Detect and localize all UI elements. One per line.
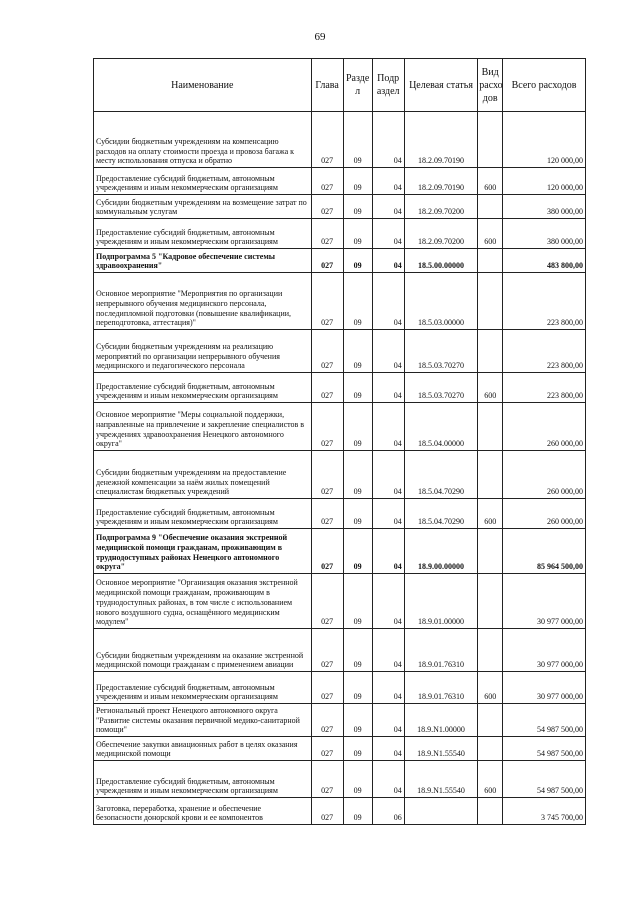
cell-total: 380 000,00 bbox=[503, 219, 586, 249]
cell-subsection: 04 bbox=[372, 672, 404, 704]
cell-name: Субсидии бюджетным учреждениям на реализацию мероприятий по организации непрерывного обучения медицинского и педагогического персонала bbox=[94, 330, 312, 373]
cell-section: 09 bbox=[343, 629, 372, 672]
cell-target: 18.2.09.70200 bbox=[404, 195, 478, 219]
cell-chapter: 027 bbox=[311, 330, 343, 373]
cell-target: 18.2.09.70190 bbox=[404, 112, 478, 168]
cell-name: Региональный проект Ненецкого автономного округа "Развитие системы оказания первичной медико-санитарной помощи" bbox=[94, 704, 312, 737]
header-total: Всего расходов bbox=[503, 59, 586, 112]
cell-section: 09 bbox=[343, 672, 372, 704]
page-number: 69 bbox=[314, 31, 326, 43]
table-row bbox=[94, 273, 586, 330]
table-row bbox=[94, 112, 586, 168]
cell-section: 09 bbox=[343, 574, 372, 629]
table-row bbox=[94, 672, 586, 704]
cell-section: 09 bbox=[343, 761, 372, 798]
cell-total: 54 987 500,00 bbox=[503, 704, 586, 737]
cell-total: 260 000,00 bbox=[503, 499, 586, 529]
cell-subsection: 04 bbox=[372, 574, 404, 629]
cell-subsection: 04 bbox=[372, 403, 404, 451]
cell-section: 09 bbox=[343, 195, 372, 219]
cell-subsection: 04 bbox=[372, 330, 404, 373]
table-row bbox=[94, 219, 586, 249]
cell-chapter: 027 bbox=[311, 704, 343, 737]
cell-total: 120 000,00 bbox=[503, 112, 586, 168]
cell-name: Обеспечение закупки авиационных работ в целях оказания медицинской помощи bbox=[94, 737, 312, 761]
cell-subsection: 04 bbox=[372, 195, 404, 219]
cell-name: Предоставление субсидий бюджетным, автономным учреждениям и иным некоммерческим организациям bbox=[94, 219, 312, 249]
cell-total: 54 987 500,00 bbox=[503, 737, 586, 761]
cell-section: 09 bbox=[343, 704, 372, 737]
cell-chapter: 027 bbox=[311, 168, 343, 195]
cell-target: 18.9.N1.55540 bbox=[404, 761, 478, 798]
table-row bbox=[94, 499, 586, 529]
cell-name: Основное мероприятие "Меры социальной поддержки, направленные на привлечение и закрепление специалистов в учреждениях здравоохранения Ненецкого автономного округа" bbox=[94, 403, 312, 451]
cell-chapter: 027 bbox=[311, 451, 343, 499]
cell-target: 18.5.04.00000 bbox=[404, 403, 478, 451]
cell-chapter: 027 bbox=[311, 273, 343, 330]
cell-target: 18.5.03.70270 bbox=[404, 330, 478, 373]
cell-section: 09 bbox=[343, 273, 372, 330]
cell-target: 18.9.01.76310 bbox=[404, 629, 478, 672]
cell-subsection: 04 bbox=[372, 737, 404, 761]
cell-target: 18.9.N1.55540 bbox=[404, 737, 478, 761]
cell-exp-type bbox=[478, 704, 503, 737]
table-row bbox=[94, 168, 586, 195]
cell-exp-type: 600 bbox=[478, 761, 503, 798]
table-row bbox=[94, 451, 586, 499]
cell-target: 18.9.N1.00000 bbox=[404, 704, 478, 737]
cell-chapter: 027 bbox=[311, 529, 343, 574]
table-row bbox=[94, 574, 586, 629]
cell-name: Предоставление субсидий бюджетным, автономным учреждениям и иным некоммерческим организациям bbox=[94, 761, 312, 798]
cell-section: 09 bbox=[343, 798, 372, 825]
cell-section: 09 bbox=[343, 529, 372, 574]
cell-chapter: 027 bbox=[311, 629, 343, 672]
cell-subsection: 06 bbox=[372, 798, 404, 825]
cell-target: 18.5.03.70270 bbox=[404, 373, 478, 403]
expenditure-table bbox=[93, 58, 586, 825]
cell-name: Подпрограмма 5 "Кадровое обеспечение системы здравоохранения" bbox=[94, 249, 312, 273]
cell-subsection: 04 bbox=[372, 451, 404, 499]
header-subsection: Подр аздел bbox=[372, 59, 404, 112]
cell-name: Подпрограмма 9 "Обеспечение оказания экстренной медицинской помощи гражданам, проживающим в труднодоступных районах Ненецкого автономного округа" bbox=[94, 529, 312, 574]
cell-subsection: 04 bbox=[372, 273, 404, 330]
cell-chapter: 027 bbox=[311, 499, 343, 529]
cell-section: 09 bbox=[343, 737, 372, 761]
cell-section: 09 bbox=[343, 112, 372, 168]
table-row bbox=[94, 629, 586, 672]
cell-name: Субсидии бюджетным учреждениям на возмещение затрат по коммунальным услугам bbox=[94, 195, 312, 219]
cell-total: 260 000,00 bbox=[503, 403, 586, 451]
cell-total: 223 800,00 bbox=[503, 330, 586, 373]
cell-exp-type bbox=[478, 629, 503, 672]
cell-target: 18.9.00.00000 bbox=[404, 529, 478, 574]
header-name: Наименование bbox=[94, 59, 312, 112]
cell-section: 09 bbox=[343, 403, 372, 451]
cell-target: 18.9.01.76310 bbox=[404, 672, 478, 704]
cell-section: 09 bbox=[343, 373, 372, 403]
cell-total: 120 000,00 bbox=[503, 168, 586, 195]
cell-chapter: 027 bbox=[311, 761, 343, 798]
cell-exp-type bbox=[478, 574, 503, 629]
cell-section: 09 bbox=[343, 451, 372, 499]
cell-total: 223 800,00 bbox=[503, 373, 586, 403]
cell-subsection: 04 bbox=[372, 761, 404, 798]
cell-chapter: 027 bbox=[311, 249, 343, 273]
cell-name: Субсидии бюджетным учреждениям на компенсацию расходов на оплату стоимости проезда и провоза багажа к месту использования отпуска и обратно bbox=[94, 112, 312, 168]
cell-exp-type: 600 bbox=[478, 373, 503, 403]
cell-total: 30 977 000,00 bbox=[503, 672, 586, 704]
cell-target: 18.5.03.00000 bbox=[404, 273, 478, 330]
cell-subsection: 04 bbox=[372, 529, 404, 574]
cell-name: Основное мероприятие "Организация оказания экстренной медицинской помощи гражданам, проживающим в труднодоступных районах, в том числе с использованием нового воздушного судна, оснащённого медицинским модулем" bbox=[94, 574, 312, 629]
cell-exp-type bbox=[478, 330, 503, 373]
table-row bbox=[94, 373, 586, 403]
table-row bbox=[94, 761, 586, 798]
cell-name: Предоставление субсидий бюджетным, автономным учреждениям и иным некоммерческим организациям bbox=[94, 373, 312, 403]
cell-section: 09 bbox=[343, 499, 372, 529]
cell-exp-type: 600 bbox=[478, 219, 503, 249]
cell-name: Предоставление субсидий бюджетным, автономным учреждениям и иным некоммерческим организациям bbox=[94, 168, 312, 195]
cell-total: 483 800,00 bbox=[503, 249, 586, 273]
cell-target: 18.5.04.70290 bbox=[404, 499, 478, 529]
header-target: Целевая статья bbox=[404, 59, 478, 112]
cell-subsection: 04 bbox=[372, 629, 404, 672]
cell-section: 09 bbox=[343, 330, 372, 373]
cell-exp-type bbox=[478, 737, 503, 761]
cell-chapter: 027 bbox=[311, 403, 343, 451]
cell-subsection: 04 bbox=[372, 168, 404, 195]
cell-target: 18.9.01.00000 bbox=[404, 574, 478, 629]
cell-name: Предоставление субсидий бюджетным, автономным учреждениям и иным некоммерческим организациям bbox=[94, 499, 312, 529]
cell-chapter: 027 bbox=[311, 195, 343, 219]
cell-subsection: 04 bbox=[372, 373, 404, 403]
cell-total: 260 000,00 bbox=[503, 451, 586, 499]
header-section: Разде л bbox=[343, 59, 372, 112]
cell-exp-type bbox=[478, 451, 503, 499]
table-row bbox=[94, 737, 586, 761]
cell-total: 54 987 500,00 bbox=[503, 761, 586, 798]
cell-exp-type bbox=[478, 195, 503, 219]
cell-section: 09 bbox=[343, 168, 372, 195]
cell-target: 18.2.09.70190 bbox=[404, 168, 478, 195]
cell-name: Заготовка, переработка, хранение и обеспечение безопасности донорской крови и ее компонентов bbox=[94, 798, 312, 825]
cell-subsection: 04 bbox=[372, 249, 404, 273]
table-row bbox=[94, 798, 586, 825]
cell-exp-type: 600 bbox=[478, 499, 503, 529]
table-header-row bbox=[94, 59, 586, 112]
cell-name: Предоставление субсидий бюджетным, автономным учреждениям и иным некоммерческим организациям bbox=[94, 672, 312, 704]
cell-exp-type: 600 bbox=[478, 168, 503, 195]
header-chapter: Глава bbox=[311, 59, 343, 112]
cell-subsection: 04 bbox=[372, 219, 404, 249]
cell-exp-type: 600 bbox=[478, 672, 503, 704]
cell-name: Основное мероприятие "Мероприятия по организации непрерывного обучения медицинского персонала, последипломной подготовки (повышение квалификации, переподготовка, аттестация)" bbox=[94, 273, 312, 330]
cell-subsection: 04 bbox=[372, 112, 404, 168]
cell-subsection: 04 bbox=[372, 704, 404, 737]
cell-exp-type bbox=[478, 273, 503, 330]
cell-name: Субсидии бюджетным учреждениям на оказание экстренной медицинской помощи гражданам с применением авиации bbox=[94, 629, 312, 672]
cell-total: 30 977 000,00 bbox=[503, 629, 586, 672]
cell-name: Субсидии бюджетным учреждениям на предоставление денежной компенсации за наём жилых помещений специалистам бюджетных учреждений bbox=[94, 451, 312, 499]
cell-chapter: 027 bbox=[311, 373, 343, 403]
cell-total: 3 745 700,00 bbox=[503, 798, 586, 825]
table-row bbox=[94, 195, 586, 219]
cell-section: 09 bbox=[343, 249, 372, 273]
cell-target bbox=[404, 798, 478, 825]
table-row bbox=[94, 704, 586, 737]
cell-exp-type bbox=[478, 112, 503, 168]
table-row bbox=[94, 249, 586, 273]
table-row bbox=[94, 529, 586, 574]
cell-exp-type bbox=[478, 798, 503, 825]
cell-chapter: 027 bbox=[311, 737, 343, 761]
cell-total: 30 977 000,00 bbox=[503, 574, 586, 629]
table-row bbox=[94, 403, 586, 451]
cell-target: 18.5.00.00000 bbox=[404, 249, 478, 273]
table-row bbox=[94, 330, 586, 373]
cell-total: 223 800,00 bbox=[503, 273, 586, 330]
header-exp-type: Вид расхо дов bbox=[478, 59, 503, 112]
cell-chapter: 027 bbox=[311, 798, 343, 825]
cell-total: 85 964 500,00 bbox=[503, 529, 586, 574]
cell-exp-type bbox=[478, 529, 503, 574]
cell-target: 18.5.04.70290 bbox=[404, 451, 478, 499]
cell-exp-type bbox=[478, 403, 503, 451]
cell-total: 380 000,00 bbox=[503, 195, 586, 219]
cell-target: 18.2.09.70200 bbox=[404, 219, 478, 249]
cell-chapter: 027 bbox=[311, 219, 343, 249]
cell-exp-type bbox=[478, 249, 503, 273]
cell-section: 09 bbox=[343, 219, 372, 249]
cell-chapter: 027 bbox=[311, 672, 343, 704]
cell-subsection: 04 bbox=[372, 499, 404, 529]
cell-chapter: 027 bbox=[311, 574, 343, 629]
table-body bbox=[94, 112, 586, 825]
cell-chapter: 027 bbox=[311, 112, 343, 168]
